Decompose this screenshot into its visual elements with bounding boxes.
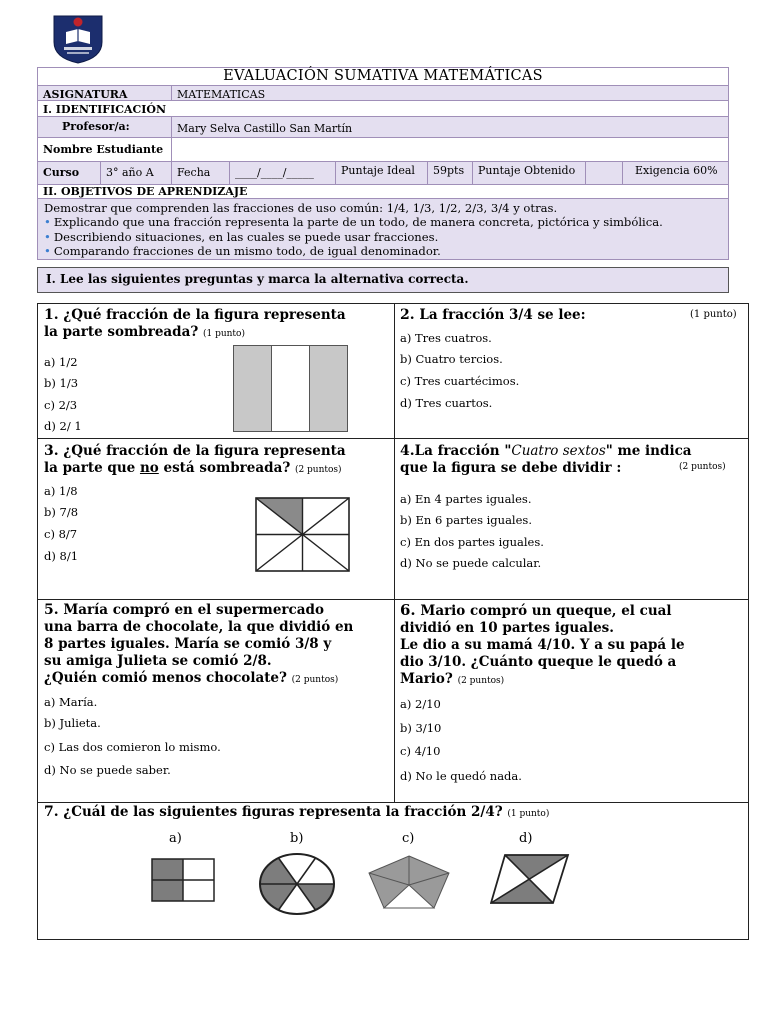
q7-label-a[interactable]: a) xyxy=(169,831,182,846)
q4-points: (2 puntos) xyxy=(679,462,726,472)
objetivo-item: • Explicando que una fracción representa la parte de un todo, de manera concreta, pictórica y simbólica. xyxy=(44,215,663,230)
identificacion-heading: I. IDENTIFICACIÓN xyxy=(43,103,167,116)
objetivos-row xyxy=(38,185,728,199)
question-1-text: 1. ¿Qué fracción de la figura representa la parte sombreada? (1 punto) xyxy=(44,307,346,340)
identificacion-row xyxy=(38,101,728,117)
q1-option-d[interactable]: d) 2/ 1 xyxy=(44,419,82,433)
q7-figure-b-circle[interactable] xyxy=(258,852,336,916)
puntaje-ideal-value: 59pts xyxy=(428,162,473,184)
q1-option-c[interactable]: c) 2/3 xyxy=(44,398,78,412)
bullet-icon: • xyxy=(44,215,51,230)
bullet-icon: • xyxy=(44,229,51,244)
q2-option-b[interactable]: b) Cuatro tercios. xyxy=(400,352,503,366)
curso-label: Curso xyxy=(38,162,101,184)
q4-option-d[interactable]: d) No se puede calcular. xyxy=(400,556,542,570)
asignatura-row xyxy=(38,86,728,101)
question-6-text: 6. Mario compró un queque, el cual dividió en 10 partes iguales. Le dio a su mamá 4/10. Y a su papá le dio 3/10. ¿Cuánto queque le quedó a Mario? (2 puntos) xyxy=(400,601,685,687)
q7-figure-a-square[interactable] xyxy=(151,858,215,902)
fecha-value: ____/____/_____ xyxy=(230,162,336,184)
objetivo-item: • Comparando fracciones de un mismo todo, de igual denominador. xyxy=(44,244,441,259)
question-7-text: 7. ¿Cuál de las siguientes figuras representa la fracción 2/4? (1 punto) xyxy=(44,804,550,820)
asignatura-label: ASIGNATURA xyxy=(38,86,172,100)
q6-option-a[interactable]: a) 2/10 xyxy=(400,697,441,711)
questions-grid xyxy=(37,303,749,940)
instruction-box: I. Lee las siguientes preguntas y marca la alternativa correcta. xyxy=(37,267,729,293)
objetivos-content xyxy=(38,199,728,259)
question-4-text: 4.La fracción "Cuatro sextos" me indica que la figura se debe dividir : xyxy=(400,443,692,476)
title-row xyxy=(38,68,728,86)
q4-option-b[interactable]: b) En 6 partes iguales. xyxy=(400,513,532,527)
q4-option-a[interactable]: a) En 4 partes iguales. xyxy=(400,492,532,506)
q4-option-c[interactable]: c) En dos partes iguales. xyxy=(400,535,544,549)
objetivo-main: Demostrar que comprenden las fracciones de uso común: 1/4, 1/3, 1/2, 2/3, 3/4 y otras. xyxy=(44,201,558,215)
q5-option-b[interactable]: b) Julieta. xyxy=(44,716,101,730)
puntaje-ideal-label: Puntaje Ideal xyxy=(336,162,428,184)
objetivo-item: • Describiendo situaciones, en las cuales se puede usar fracciones. xyxy=(44,229,439,244)
q1-option-b[interactable]: b) 1/3 xyxy=(44,376,79,390)
q6-option-c[interactable]: c) 4/10 xyxy=(400,744,441,758)
fecha-label: Fecha xyxy=(172,162,230,184)
page-title: EVALUACIÓN SUMATIVA MATEMÁTICAS xyxy=(223,68,543,84)
q6-option-b[interactable]: b) 3/10 xyxy=(400,721,442,735)
asignatura-value: MATEMATICAS xyxy=(177,88,266,100)
estudiante-field[interactable] xyxy=(172,138,728,161)
identification-table xyxy=(37,67,729,260)
q1-figure-bars xyxy=(233,345,349,432)
school-logo xyxy=(50,12,106,64)
q2-option-a[interactable]: a) Tres cuatros. xyxy=(400,331,492,345)
curso-row xyxy=(38,162,728,185)
exigencia-label: Exigencia 60% xyxy=(635,164,718,177)
puntaje-obtenido-field[interactable] xyxy=(586,162,623,184)
q7-figure-c-pentagon[interactable] xyxy=(368,855,450,909)
profesor-value: Mary Selva Castillo San Martín xyxy=(177,122,353,135)
objetivos-text xyxy=(38,199,728,261)
q5-option-c[interactable]: c) Las dos comieron lo mismo. xyxy=(44,740,221,754)
q7-figure-d-parallelogram[interactable] xyxy=(490,854,570,904)
q6-option-d[interactable]: d) No le quedó nada. xyxy=(400,769,522,783)
q3-option-b[interactable]: b) 7/8 xyxy=(44,505,79,519)
puntaje-obtenido-label: Puntaje Obtenido xyxy=(473,162,586,184)
question-5-text: 5. María compró en el supermercado una barra de chocolate, la que dividió en 8 partes iguales. María se comió 3/8 y su amiga Julieta se comió 2/8. ¿Quién comió menos chocolate? (2 puntos) xyxy=(44,602,354,686)
q5-option-a[interactable]: a) María. xyxy=(44,695,98,709)
q7-label-b[interactable]: b) xyxy=(290,831,304,846)
question-3-text: 3. ¿Qué fracción de la figura representa la parte que no está sombreada? (2 puntos) xyxy=(44,443,346,476)
q3-option-d[interactable]: d) 8/1 xyxy=(44,549,79,563)
q3-option-a[interactable]: a) 1/8 xyxy=(44,484,78,498)
q2-option-d[interactable]: d) Tres cuartos. xyxy=(400,396,493,410)
q3-figure-square xyxy=(255,497,350,572)
q2-points: (1 punto) xyxy=(690,309,737,320)
q2-option-c[interactable]: c) Tres cuartécimos. xyxy=(400,374,520,388)
question-2-text: 2. La fracción 3/4 se lee: xyxy=(400,307,586,323)
profesor-row xyxy=(38,117,728,138)
q7-label-d[interactable]: d) xyxy=(519,831,533,846)
curso-value: 3° año A xyxy=(101,162,172,184)
objetivos-heading: II. OBJETIVOS DE APRENDIZAJE xyxy=(43,185,248,198)
estudiante-row xyxy=(38,138,728,162)
estudiante-label: Nombre Estudiante xyxy=(38,138,172,161)
bullet-icon: • xyxy=(44,244,51,259)
q7-label-c[interactable]: c) xyxy=(402,831,415,846)
q1-option-a[interactable]: a) 1/2 xyxy=(44,355,78,369)
q3-option-c[interactable]: c) 8/7 xyxy=(44,527,78,541)
profesor-label: Profesor/a: xyxy=(38,117,172,137)
q5-option-d[interactable]: d) No se puede saber. xyxy=(44,763,171,777)
